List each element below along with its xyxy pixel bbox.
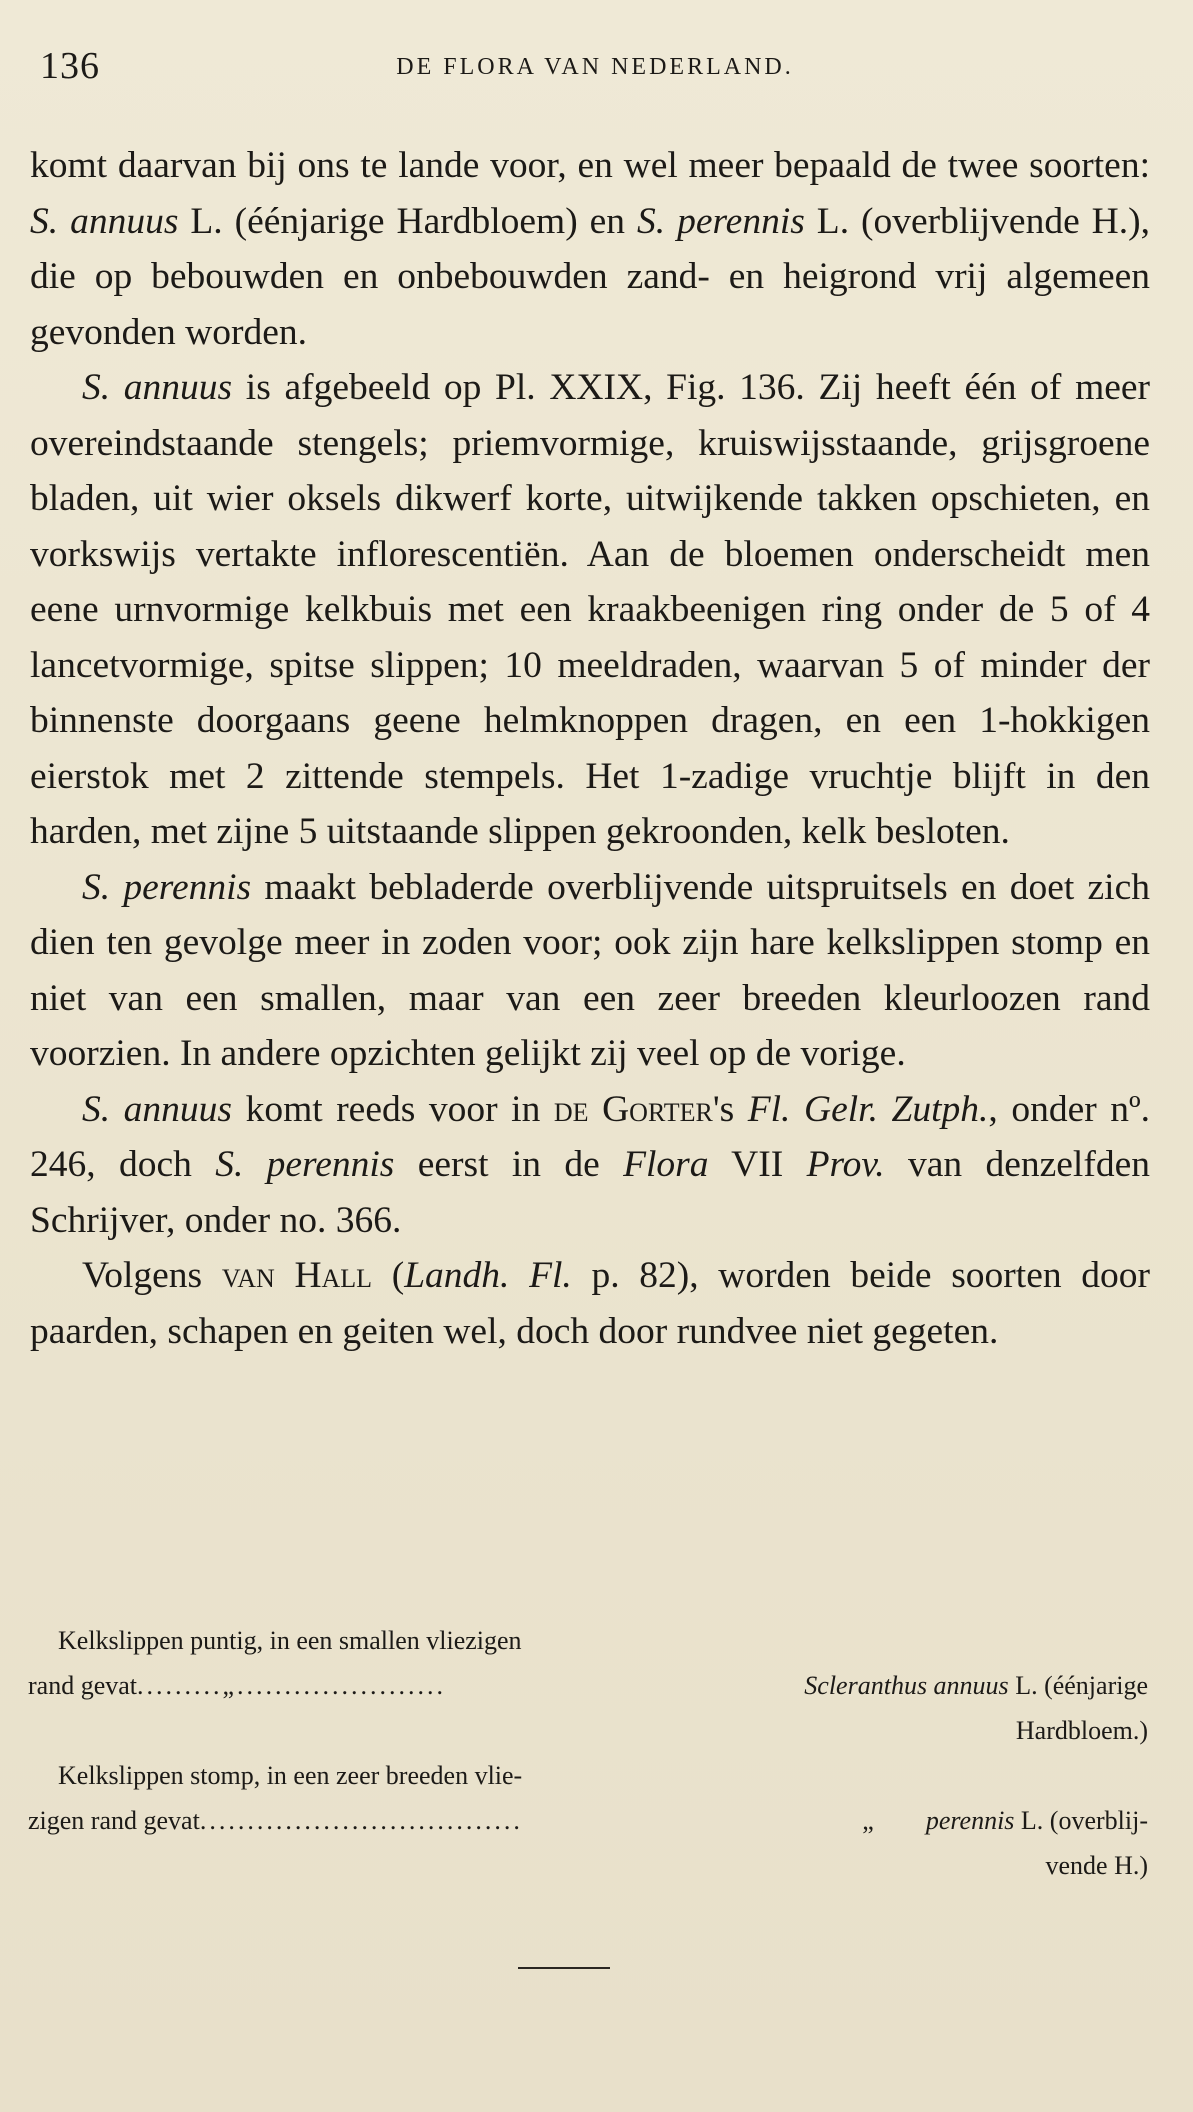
species-name: perennis [925,1806,1015,1835]
key-text: L. (overblij- [1014,1806,1148,1835]
key-result-continued: Hardbloem.) [1015,1716,1148,1745]
text-run: is afgebeeld op Pl. XXIX, Fig. 136. Zij heeft één of meer overeindstaande stengels; priemvormige, kruiswijsstaande, grijsgroene bladen, uit wier oksels dikwerf korte, uitwijkende takken opschieten, en vorkswijs vertakte inflorescentiën. Aan de bloemen onderscheidt men eene urnvormige kelkbuis met een kraakbeenigen ring onder de 5 of 4 lancetvormige, spitse slippen; 10 meeldraden, waarvan 5 of minder der binnenste doorgaans geene helmknoppen dragen, en een 1-hokkigen eierstok met 2 zittende stempels. Het 1-zadige vruchtje blijft in den harden, met zijne 5 uitstaande slippen gekroonden, kelk besloten. [30,367,1151,852]
text-run: L. (éénjarige Hardbloem) en [178,200,637,242]
text-run: van denzelfden Schrijver, onder no. 366. [30,1144,1150,1241]
text-run: , onder nº. 246, doch [30,1088,1150,1185]
work-title: Flora [623,1144,709,1185]
identification-key [28,1618,1148,1888]
text-run: 's [712,1088,748,1130]
author-name: de Gorter [553,1088,713,1130]
work-title: Landh. Fl. [404,1255,572,1296]
text-run: komt reeds voor in [232,1088,554,1130]
key-result [713,1663,1148,1708]
key-text: L. (éénjarige [1008,1671,1148,1700]
key-result [713,1798,1148,1843]
page-header [40,44,1150,94]
species-name: S. perennis [215,1144,395,1185]
work-title: Fl. Gelr. Zutph. [747,1088,989,1130]
running-title: DE FLORA VAN NEDERLAND. [396,54,794,80]
body-text [30,138,1150,1359]
end-rule [518,1967,610,1969]
paragraph-4 [30,1082,1150,1249]
text-run: p. 82), worden beide soorten door paarden, schapen en geiten wel, doch door rundvee niet gegeten. [30,1255,1150,1352]
text-run: VII [708,1144,807,1185]
species-name: S. annuus [82,1088,233,1130]
text-run: L. (overblijvende H.), die op bebouwden en onbebouwden zand- en heigrond vrij algemeen gevonden worden. [30,200,1150,353]
key-entry-perennis [28,1753,1148,1888]
key-description: Kelkslippen puntig, in een smallen vliezigen [58,1626,522,1655]
paragraph-3 [30,860,1150,1082]
species-name: S. annuus [30,200,179,242]
work-title: Prov. [806,1144,885,1185]
paragraph-5 [30,1248,1150,1359]
key-description-continued [28,1798,678,1843]
key-description: Kelkslippen stomp, in een zeer breeden vlie- [58,1761,523,1790]
key-text: zigen rand gevat [28,1806,200,1835]
leader-dots: .........„...................... [137,1671,447,1700]
text-run: eerst in de [394,1144,624,1185]
species-name: S. perennis [637,200,805,242]
key-entry-annuus [28,1618,1148,1753]
leader-dots: .................................. [199,1806,523,1835]
species-name: S. perennis [82,866,252,908]
text-run: komt daarvan bij ons te lande voor, en wel meer bepaald de twee soorten: [30,145,1150,186]
species-name: Scleranthus annuus [804,1671,1009,1700]
author-name: van Hall [221,1255,373,1296]
key-text: rand gevat [28,1671,138,1700]
text-run: ( [372,1255,405,1296]
ditto-mark: „ [862,1806,874,1835]
key-result-continued: vende H.) [1045,1851,1148,1880]
key-description-continued [28,1663,678,1708]
paragraph-1 [30,138,1150,360]
page-number: 136 [40,45,100,87]
paragraph-2 [30,360,1150,860]
text-run: maakt bebladerde overblijvende uitspruitsels en doet zich dien ten gevolge meer in zoden voor; ook zijn hare kelkslippen stomp en niet van een smallen, maar van een zeer breeden kleurloozen rand voorzien. In andere opzichten gelijkt zij veel op de vorige. [30,866,1150,1074]
text-run: Volgens [82,1255,222,1296]
species-name: S. annuus [82,367,233,408]
